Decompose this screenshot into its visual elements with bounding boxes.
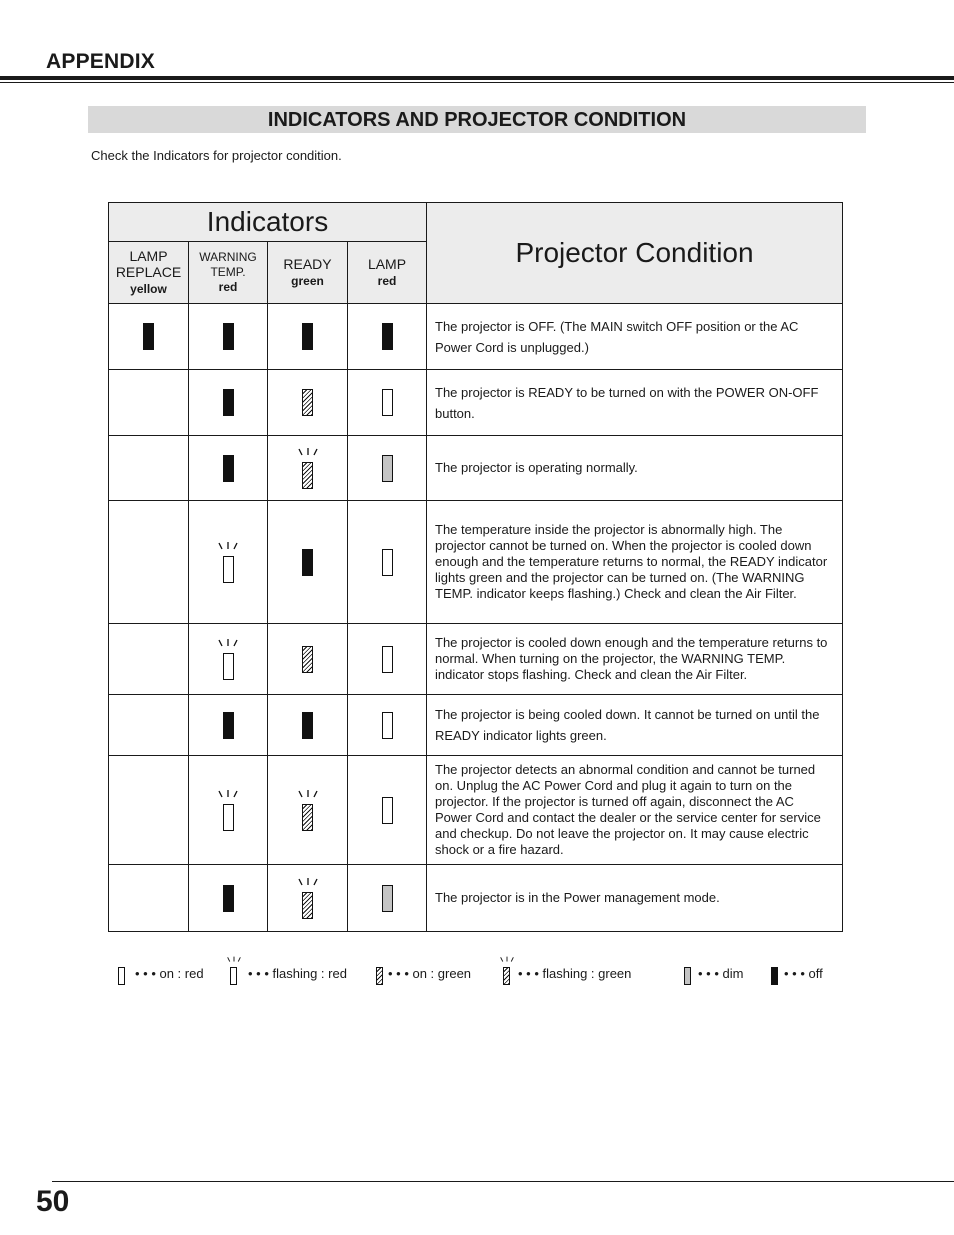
indicator-cell <box>189 695 268 756</box>
col-name-line1: READY <box>283 256 332 272</box>
condition-text: The projector detects an abnormal condition and cannot be turned on. Unplug the AC Power Cord and plug it again to turn on the projector. If the projector is turned off again, disconnect the AC Power Cord and contact the dealer or the service center for service and checkup. Do not leave the projector on. It may cause electric shock or a fire hazard. <box>427 756 843 865</box>
lamp-off-icon <box>302 323 313 350</box>
condition-text: The projector is operating normally. <box>427 436 843 501</box>
col-warning-temp <box>189 242 268 304</box>
indicator-cell <box>348 501 427 624</box>
section-title: APPENDIX <box>46 50 155 73</box>
lamp-off-icon <box>143 323 154 350</box>
lamp-flashing-green-icon <box>503 967 510 985</box>
col-color: yellow <box>130 282 167 296</box>
indicator-cell <box>109 756 189 865</box>
indicator-cell <box>348 756 427 865</box>
table-row <box>109 436 843 501</box>
table-row <box>109 865 843 932</box>
indicator-cell <box>348 436 427 501</box>
lamp-flashing-red-icon <box>223 653 234 680</box>
indicators-heading: Indicators <box>109 203 427 242</box>
lamp-on-red-icon <box>382 712 393 739</box>
lamp-flashing-red-icon <box>230 967 237 985</box>
indicator-cell <box>109 304 189 370</box>
flashing-indicator <box>230 955 237 985</box>
indicator-cell <box>348 370 427 436</box>
lamp-flashing-red-icon <box>223 804 234 831</box>
legend-lamp <box>684 967 691 985</box>
indicator-table <box>108 202 843 932</box>
lamp-off-icon <box>223 323 234 350</box>
lamp-off-icon <box>223 455 234 482</box>
flashing-indicator <box>302 877 313 919</box>
table-row <box>109 501 843 624</box>
indicator-cell <box>268 370 348 436</box>
col-color: green <box>291 274 324 288</box>
flashing-indicator <box>223 541 234 583</box>
indicator-cell <box>268 436 348 501</box>
legend-label: • • • dim <box>698 966 744 981</box>
flash-rays-icon <box>211 638 245 651</box>
indicator-cell <box>268 624 348 695</box>
col-lamp-replace <box>109 242 189 304</box>
lamp-off-icon <box>382 323 393 350</box>
legend-label: • • • off <box>784 966 823 981</box>
condition-text: The projector is READY to be turned on with the POWER ON-OFF button. <box>427 370 843 436</box>
flashing-indicator <box>302 447 313 489</box>
indicator-cell <box>189 370 268 436</box>
condition-text: The projector is in the Power management mode. <box>427 865 843 932</box>
flash-rays-icon <box>291 789 325 802</box>
table-row <box>109 756 843 865</box>
lamp-dim-icon <box>382 455 393 482</box>
lamp-on-red-icon <box>382 797 393 824</box>
intro-text: Check the Indicators for projector condition. <box>91 148 342 163</box>
indicator-cell <box>268 501 348 624</box>
legend-lamp <box>376 967 383 985</box>
indicator-cell <box>348 695 427 756</box>
flash-rays-icon <box>495 955 519 966</box>
lamp-on-green-icon <box>302 389 313 416</box>
indicator-cell <box>109 436 189 501</box>
indicator-cell <box>189 501 268 624</box>
lamp-on-red-icon <box>382 646 393 673</box>
col-name-line1: LAMP <box>129 248 168 264</box>
flashing-indicator <box>302 789 313 831</box>
lamp-off-icon <box>771 967 778 985</box>
indicator-cell <box>268 695 348 756</box>
indicator-cell <box>109 695 189 756</box>
header-rule <box>0 76 954 80</box>
table-header-row <box>109 203 843 242</box>
lamp-off-icon <box>302 549 313 576</box>
lamp-on-green-icon <box>376 967 383 985</box>
footer-rule <box>52 1181 954 1182</box>
col-lamp <box>348 242 427 304</box>
indicator-cell <box>348 304 427 370</box>
legend-lamp <box>503 955 510 985</box>
indicator-cell <box>109 370 189 436</box>
table-row <box>109 624 843 695</box>
indicator-cell <box>189 756 268 865</box>
lamp-on-red-icon <box>382 549 393 576</box>
indicator-cell <box>109 501 189 624</box>
flashing-indicator <box>223 789 234 831</box>
indicator-cell <box>348 865 427 932</box>
legend-lamp <box>118 967 125 985</box>
lamp-off-icon <box>223 389 234 416</box>
col-name-line1: WARNING <box>199 250 257 264</box>
legend-lamp <box>771 967 778 985</box>
col-ready <box>268 242 348 304</box>
col-color: red <box>377 274 397 288</box>
indicator-cell <box>189 865 268 932</box>
legend-label: • • • flashing : green <box>518 966 632 981</box>
flash-rays-icon <box>291 447 325 460</box>
lamp-flashing-green-icon <box>302 804 313 831</box>
indicator-cell <box>189 624 268 695</box>
indicator-cell <box>268 756 348 865</box>
flash-rays-icon <box>211 541 245 554</box>
indicator-cell <box>109 624 189 695</box>
indicator-cell <box>109 865 189 932</box>
page-number: 50 <box>36 1185 70 1218</box>
legend-lamp <box>230 955 237 985</box>
indicator-cell <box>189 436 268 501</box>
lamp-flashing-red-icon <box>223 556 234 583</box>
col-color: red <box>218 280 238 294</box>
lamp-on-green-icon <box>302 646 313 673</box>
flash-rays-icon <box>222 955 246 966</box>
lamp-flashing-green-icon <box>302 892 313 919</box>
indicator-cell <box>268 865 348 932</box>
col-name-line2: REPLACE <box>115 264 182 280</box>
lamp-off-icon <box>223 885 234 912</box>
lamp-dim-icon <box>382 885 393 912</box>
flashing-indicator <box>223 638 234 680</box>
indicator-legend <box>0 955 954 989</box>
lamp-off-icon <box>302 712 313 739</box>
lamp-dim-icon <box>684 967 691 985</box>
lamp-on-red-icon <box>118 967 125 985</box>
legend-label: • • • on : green <box>388 966 472 981</box>
condition-text: The temperature inside the projector is abnormally high. The projector cannot be turned on. When the projector is cooled down enough and the temperature returns to normal, the READY indicator lights green and the projector can be turned on. (The WARNING TEMP. indicator keeps flashing.) Check and clean the Air Filter. <box>427 501 843 624</box>
flash-rays-icon <box>291 877 325 890</box>
indicator-cell <box>348 624 427 695</box>
condition-heading: Projector Condition <box>427 203 843 304</box>
col-name-line2: TEMP. <box>210 265 246 279</box>
indicator-cell <box>189 304 268 370</box>
lamp-off-icon <box>223 712 234 739</box>
legend-label: • • • on : red <box>135 966 204 981</box>
page-banner: INDICATORS AND PROJECTOR CONDITION <box>88 106 866 133</box>
lamp-flashing-green-icon <box>302 462 313 489</box>
indicator-cell <box>268 304 348 370</box>
flashing-indicator <box>503 955 510 985</box>
col-name-line1: LAMP <box>367 256 407 272</box>
condition-text: The projector is OFF. (The MAIN switch OFF position or the AC Power Cord is unplugged.) <box>427 304 843 370</box>
flash-rays-icon <box>211 789 245 802</box>
table-row <box>109 370 843 436</box>
table-row <box>109 304 843 370</box>
header-rule-thin <box>0 82 954 83</box>
condition-text: The projector is cooled down enough and the temperature returns to normal. When turning on the projector, the WARNING TEMP. indicator stops flashing. Check and clean the Air Filter. <box>427 624 843 695</box>
lamp-on-red-icon <box>382 389 393 416</box>
table-row <box>109 695 843 756</box>
legend-label: • • • flashing : red <box>248 966 347 981</box>
condition-text: The projector is being cooled down. It cannot be turned on until the READY indicator lights green. <box>427 695 843 756</box>
